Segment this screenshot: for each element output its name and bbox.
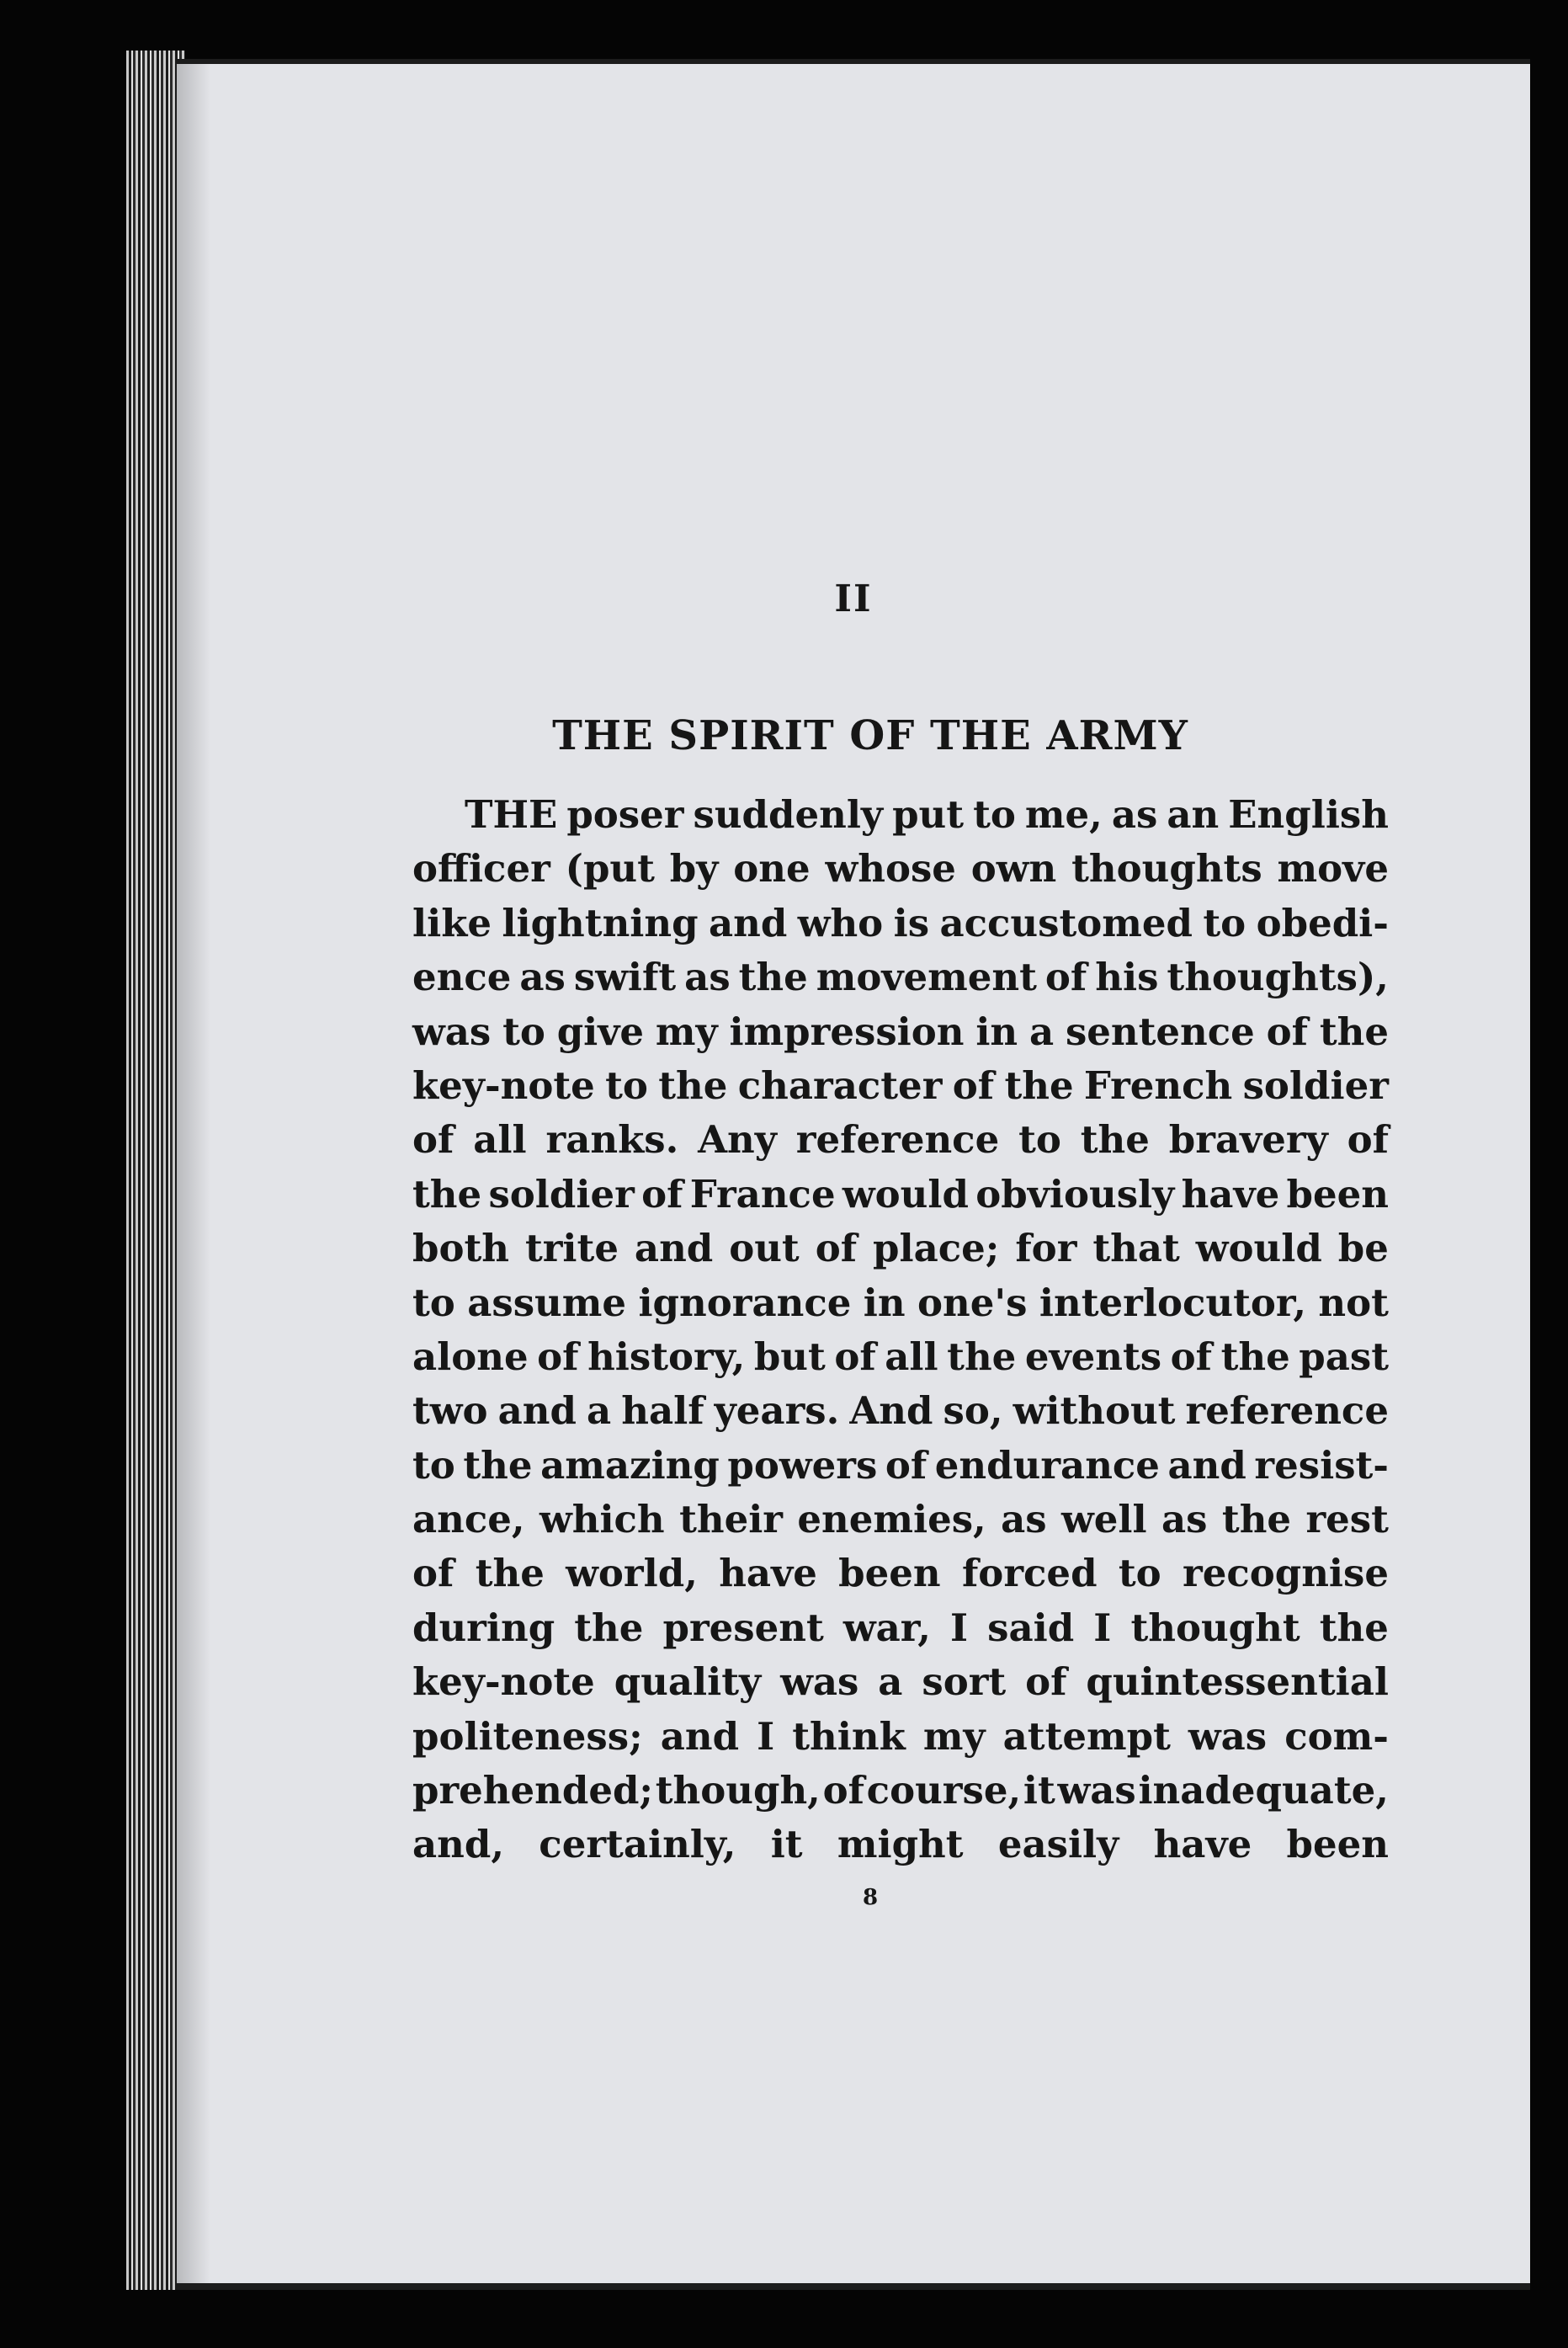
word: be [1337,1226,1389,1271]
word: events [1024,1334,1162,1379]
word: well [1061,1497,1147,1542]
word: one [733,846,811,892]
word: during [412,1605,555,1650]
word: powers [727,1442,878,1488]
word: endurance [934,1442,1160,1488]
word: of [1170,1334,1213,1379]
word: own [970,846,1057,892]
word: quintessential [1086,1659,1389,1705]
word: trite [524,1226,619,1271]
word: I [757,1713,775,1759]
word: by [669,846,719,892]
text-line [412,950,1389,1004]
word: reference [1185,1388,1389,1434]
word: politeness; [412,1713,643,1759]
word: suddenly [693,792,884,837]
word: sentence [1065,1009,1255,1054]
word: have [1153,1822,1252,1867]
word: his [1095,955,1159,1000]
word: in [975,1009,1018,1054]
word: the [574,1605,644,1650]
word: two [412,1388,488,1434]
word: history, [587,1334,746,1379]
word: to [1018,1117,1061,1163]
word: the [1221,1497,1292,1542]
word: and [634,1226,714,1271]
word: and [708,900,788,945]
word: the [738,955,808,1000]
word: me, [1024,792,1103,837]
word: would [1195,1226,1322,1271]
word: the [1004,1062,1074,1108]
word: place; [873,1226,1000,1271]
word: the [1319,1605,1389,1650]
word: my [922,1713,986,1759]
word: war, [842,1605,931,1650]
word: of [412,1551,454,1596]
word: to [412,1280,455,1325]
word: of [1347,1117,1389,1163]
text-line [412,1547,1389,1600]
word: of [834,1334,876,1379]
word: without [1013,1388,1176,1434]
word: move [1277,846,1389,892]
word: attempt [1002,1713,1171,1759]
word: not [1318,1280,1389,1325]
word: and [497,1388,577,1434]
word: English [1228,792,1389,837]
word: as [1161,1497,1208,1542]
book-page [177,59,1530,2290]
word: prehended; [412,1768,654,1813]
word: key-note [412,1659,595,1705]
word: Any [698,1117,777,1163]
word: I [1093,1605,1112,1650]
text-line [412,1818,1389,1871]
word: swift [573,955,677,1000]
text-line [412,788,1389,842]
word: lightning [502,900,699,945]
word: (put [565,846,655,892]
word: reference [795,1117,1000,1163]
word: for [1015,1226,1077,1271]
word: certainly, [539,1822,736,1867]
word: world, [566,1551,698,1596]
word: it [770,1822,803,1867]
word: interlocutor, [1039,1280,1306,1325]
word: thoughts [1071,846,1262,892]
word: the [412,1171,482,1217]
word: to [1118,1551,1161,1596]
word: of [641,1171,683,1217]
word: would [842,1171,969,1217]
word: that [1092,1226,1180,1271]
word: of [1044,955,1087,1000]
word: the [475,1551,545,1596]
word: out [729,1226,800,1271]
word: and, [412,1822,505,1867]
word: said [987,1605,1075,1650]
word: the [1080,1117,1150,1163]
word: thought [1130,1605,1300,1650]
word: the [658,1062,728,1108]
word: have [1181,1171,1280,1217]
word: to [502,1009,545,1054]
word: as [1111,792,1158,837]
word: both [412,1226,509,1271]
text-line [412,1710,1389,1764]
word: was [1188,1713,1268,1759]
word: been [1286,1822,1389,1867]
word: so, [943,1388,1003,1434]
word: movement [816,955,1037,1000]
word: THE [465,792,558,837]
word: an [1167,792,1220,837]
text-line [412,1330,1389,1384]
word: recognise [1183,1551,1389,1596]
word: ignorance [638,1280,852,1325]
word: soldier [1242,1062,1389,1108]
text-line [412,1276,1389,1330]
word: sort [922,1659,1007,1705]
word: give [556,1009,645,1054]
word: thoughts), [1167,955,1389,1000]
word: bravery [1168,1117,1328,1163]
word: and [660,1713,740,1759]
word: like [412,900,492,945]
text-line [412,1168,1389,1222]
word: but [753,1334,826,1379]
word: whose [825,846,956,892]
word: inadequate, [1138,1768,1389,1813]
word: of [822,1768,864,1813]
word: obedi- [1256,900,1389,945]
page-number: 8 [862,1885,879,1910]
word: a [1029,1009,1055,1054]
word: officer [412,846,550,892]
word: ranks. [545,1117,679,1163]
word: the [1319,1009,1389,1054]
word: have [719,1551,817,1596]
word: all [885,1334,938,1379]
word: alone [412,1334,529,1379]
word: assume [467,1280,627,1325]
text-line [412,842,1389,896]
word: it [1023,1768,1055,1813]
word: soldier [488,1171,635,1217]
text-line [412,897,1389,950]
word: a [878,1659,903,1705]
word: was [780,1659,859,1705]
word: ance, [412,1497,525,1542]
body-paragraph [412,788,1389,1872]
word: rest [1305,1497,1389,1542]
word: a [587,1388,612,1434]
word: as [519,955,566,1000]
word: forced [961,1551,1098,1596]
word: half [621,1388,704,1434]
word: com- [1284,1713,1389,1759]
word: my [655,1009,718,1054]
word: amazing [540,1442,720,1488]
word: of [537,1334,579,1379]
word: to [973,792,1016,837]
word: all [473,1117,527,1163]
word: which [539,1497,665,1542]
word: present [662,1605,824,1650]
word: years. [714,1388,840,1434]
word: of [1025,1659,1067,1705]
text-line [412,1005,1389,1059]
word: been [1286,1171,1389,1217]
word: course, [866,1768,1022,1813]
page-gutter-shadow [177,64,210,2283]
word: enemies, [797,1497,986,1542]
word: might [837,1822,964,1867]
word: to [1203,900,1246,945]
word: of [1266,1009,1309,1054]
word: of [815,1226,858,1271]
word: the [463,1442,533,1488]
word: the [1220,1334,1290,1379]
text-line [412,1384,1389,1438]
word: who [797,900,884,945]
word: to [605,1062,648,1108]
text-line [412,1493,1389,1547]
word: of [412,1117,454,1163]
word: ence [412,955,512,1000]
word: French [1083,1062,1233,1108]
word: though, [655,1768,821,1813]
word: was [1057,1768,1136,1813]
word: as [1001,1497,1047,1542]
word: past [1299,1334,1389,1379]
chapter-title: THE SPIRIT OF THE ARMY [552,712,1188,759]
word: quality [614,1659,762,1705]
word: obviously [975,1171,1175,1217]
word: France [689,1171,836,1217]
word: their [679,1497,783,1542]
word: resist- [1254,1442,1389,1488]
word: been [838,1551,941,1596]
text-line [412,1059,1389,1113]
word: easily [997,1822,1119,1867]
word: as [684,955,731,1000]
word: of [952,1062,995,1108]
text-line [412,1764,1389,1818]
text-line [412,1222,1389,1275]
word: put [892,792,965,837]
word: was [412,1009,492,1054]
text-line [412,1601,1389,1655]
word: accustomed [939,900,1193,945]
text-line [412,1655,1389,1709]
word: to [412,1442,455,1488]
word: think [792,1713,906,1759]
word: poser [566,792,684,837]
word: is [893,900,930,945]
word: character [737,1062,943,1108]
chapter-number: II [834,578,873,620]
word: and [1167,1442,1246,1488]
word: of [885,1442,928,1488]
text-line [412,1439,1389,1493]
word: in [863,1280,906,1325]
text-line [412,1113,1389,1167]
word: impression [729,1009,965,1054]
word: And [849,1388,933,1434]
word: key-note [412,1062,595,1108]
word: I [949,1605,969,1650]
word: the [947,1334,1017,1379]
word: one's [917,1280,1028,1325]
